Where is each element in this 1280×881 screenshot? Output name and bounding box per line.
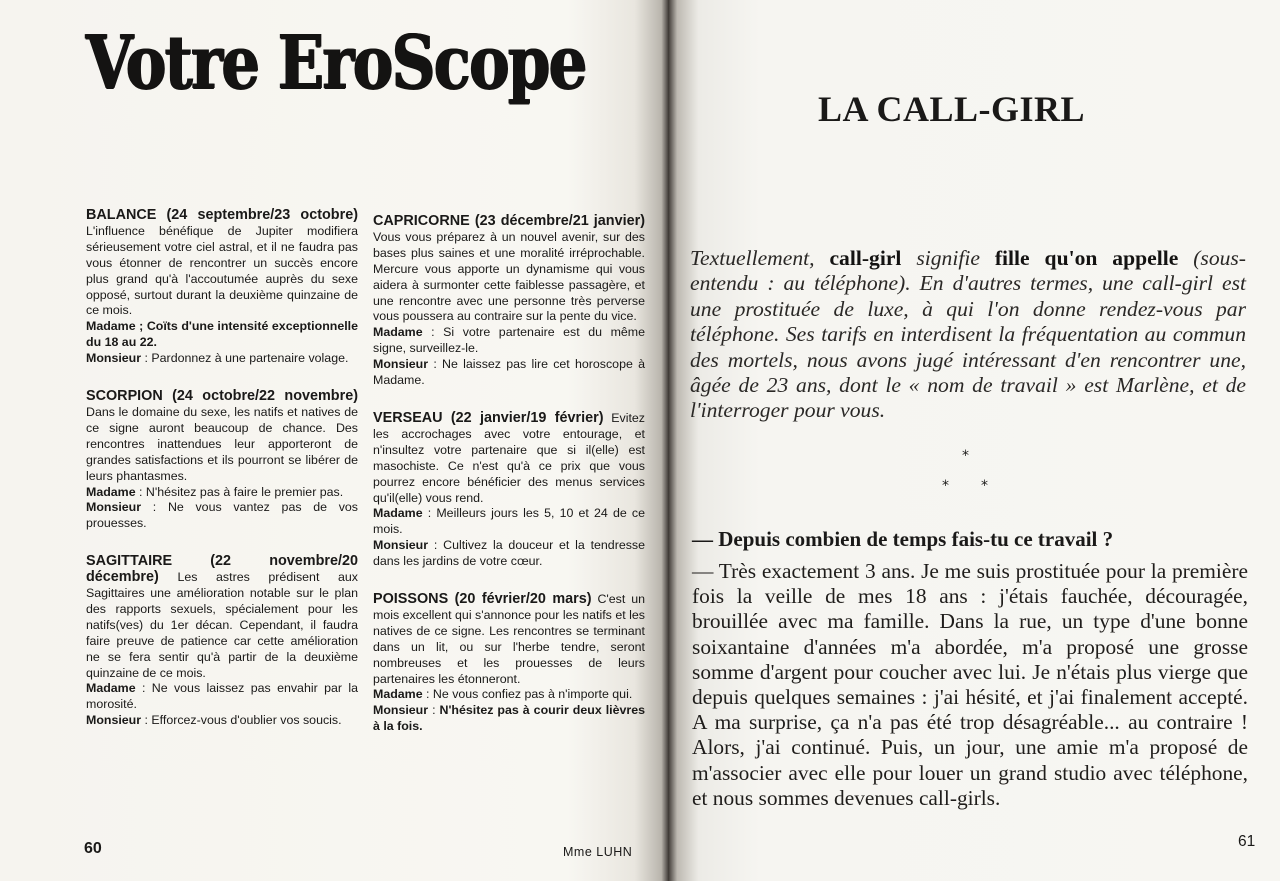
madame-advice: N'hésitez pas à faire le premier pas. xyxy=(145,484,344,499)
monsieur-advice: N'hésitez pas à courir deux lièvres à la fois. xyxy=(373,703,645,734)
madame-label: Madame xyxy=(373,687,423,702)
sign-text: Les astres prédisent aux Sagittaires une amélioration notable sur le plan des rapports sexuels, spécialement pour les natifs(ves) du 1er décan. Cependant, il faudra faire preuve de patience car cette amélioration ne se fera sentir qu'à partir de la deuxième quinzaine de ce mois. xyxy=(86,570,358,680)
monsieur-label: Monsieur xyxy=(373,357,429,372)
madame-advice: Si votre partenaire est du même signe, surveillez-le. xyxy=(373,325,645,356)
sign-heading: POISSONS (20 février/20 mars) xyxy=(373,591,592,608)
interview-question: — Depuis combien de temps fais-tu ce travail ? xyxy=(692,527,1114,551)
madame-advice: Coïts d'une intensité exceptionnelle du 18 au 22. xyxy=(86,319,358,350)
sign-heading: BALANCE (24 septembre/23 octobre) xyxy=(86,207,358,223)
chapter-title: LA CALL-GIRL xyxy=(818,89,1086,129)
column-left xyxy=(86,208,358,751)
monsieur-advice: Ne laissez pas lire cet horoscope à Madame. xyxy=(373,357,645,388)
sign-text: Vous vous préparez à un nouvel avenir, sur des bases plus saines et une moralité irréprochable. Mercure vous apporte un dynamisme qui vous aidera à surmonter cette faiblesse passagère, et une rencontre avec une personne très perverse vous poussera au contraire sur la pente du vice. xyxy=(373,229,645,324)
separator-star: * xyxy=(981,478,988,494)
sign-entry-balance: BALANCE (24 septembre/23 octobre) L'influence bénéfique de Jupiter modifiera sérieusement votre ciel astral, et il ne faudra pas vous étonner de rencontrer un succès encore plus grand qu'à l'accoutumée auprès du sexe opposé, surtout durant la deuxième quinzaine de ce mois. Madame ; Coïts d'une intensité exceptionnelle du 18 au 22. Monsieur : Pardonnez à une partenaire volage. xyxy=(86,207,358,366)
sign-heading: CAPRICORNE (23 décembre/21 janvier) xyxy=(373,213,645,229)
intro-text: (sous-entendu : au téléphone). En d'autres termes, une call-girl est une prostituée de luxe, à qui l'on donne rendez-vous par téléphone. Ses tarifs en interdisent la fréquentation au commun des mortels, nous avons jugé intéressant d'en rencontrer une, âgée de 23 ans, dont le « nom de travail » est Marlène, et de l'interroger pour vous. xyxy=(690,246,1247,423)
interview-answer: — Très exactement 3 ans. Je me suis prostituée pour la première fois la veille de mes 18 ans : j'étais fauchée, découragée, brouillée avec ma famille. Dans la rue, un type d'une bonne soixantaine d'années m'a abordée, m'a proposé une grosse somme d'argent pour coucher avec lui. Je n'étais plus vierge que depuis quelques semaines : j'ai hésité, et j'ai finalement accepté. A ma surprise, ça n'a pas été trop désagréable... au contraire ! Alors, j'ai continué. Puis, un jour, une amie m'a proposé de m'associer avec elle pour louer un grand studio avec téléphone, et nous sommes devenues call-girls. xyxy=(692,559,1248,810)
monsieur-label: Monsieur xyxy=(373,703,429,718)
monsieur-advice: Cultivez la douceur et la tendresse dans les jardins de votre cœur. xyxy=(373,538,645,569)
sign-text: Evitez les accrochages avec votre entourage, et n'insultez votre partenaire que si il(elle) est masochiste. Ce n'est qu'à ce prix que vous pourrez encore bénéficier des menus services qu'il(elle) vous rend. xyxy=(373,410,646,505)
sign-text: L'influence bénéfique de Jupiter modifiera sérieusement votre ciel astral, et il ne faudra pas vous étonner de rencontrer un succès encore plus grand qu'à l'accoutumée auprès du sexe opposé, surtout durant la deuxième quinzaine de ce mois. xyxy=(86,223,358,318)
monsieur-label: Monsieur xyxy=(86,713,142,728)
madame-label: Madame xyxy=(86,484,136,499)
monsieur-label: Monsieur xyxy=(86,500,142,515)
monsieur-advice: Ne vous vantez pas de vos prouesses. xyxy=(86,500,359,531)
madame-advice: Meilleurs jours les 5, 10 et 24 de ce mois. xyxy=(373,506,645,537)
madame-label: Madame xyxy=(373,506,423,521)
monsieur-label: Monsieur xyxy=(86,351,142,366)
madame-advice: Ne vous confiez pas à n'importe qui. xyxy=(432,687,633,702)
sign-text: Dans le domaine du sexe, les natifs et natives de ce signe auront beaucoup de chance. Des rencontres inattendues leur apporteront de grandes satisfactions et ils pourront se libérer de leurs phantasmes. xyxy=(86,404,358,483)
intro-bold-term: call-girl xyxy=(829,246,902,270)
intro-text: signifie xyxy=(901,246,995,270)
separator-star: * xyxy=(942,478,949,494)
monsieur-advice: Efforcez-vous d'oublier vos soucis. xyxy=(151,713,342,728)
separator-star: * xyxy=(962,448,969,464)
monsieur-label: Monsieur xyxy=(373,538,429,553)
sign-entry-capricorne: CAPRICORNE (23 décembre/21 janvier) Vous vous préparez à un nouvel avenir, sur des bases plus saines et une moralité irréprochable. Mercure vous apporte un dynamisme qui vous aidera à surmonter cette faiblesse passagère, et une rencontre avec une personne très perverse vous poussera au contraire sur la pente du vice. Madame : Si votre partenaire est du même signe, surveillez-le. Monsieur : Ne laissez pas lire cet horoscope à Madame. xyxy=(373,213,645,388)
sign-heading: SAGITTAIRE (22 novembre/20 décembre) xyxy=(86,553,358,586)
madame-label: Madame xyxy=(86,319,136,334)
sign-entry-scorpion: SCORPION (24 octobre/22 novembre) Dans le domaine du sexe, les natifs et natives de ce signe auront beaucoup de chance. Des rencontres inattendues leur apporteront de grandes satisfactions et ils pourront se libérer de leurs phantasmes. Madame : N'hésitez pas à faire le premier pas. Monsieur : Ne vous vantez pas de vos prouesses. xyxy=(86,388,359,531)
author-signature: Mme LUHN xyxy=(563,845,633,859)
sign-heading: VERSEAU (22 janvier/19 février) xyxy=(373,409,604,426)
page-number-right: 61 xyxy=(1238,833,1256,850)
sign-text: C'est un mois excellent qui s'annonce pour les natifs et les natives de ce signe. Les rencontres se terminant dans un lit, ou sur l'herbe tendre, seront nombreuses et les prouesses de leurs partenaires les étonneront. xyxy=(373,592,645,686)
madame-label: Madame xyxy=(86,681,136,696)
intro-bold-meaning: fille qu'on appelle xyxy=(994,246,1179,270)
sign-entry-verseau: VERSEAU (22 janvier/19 février) Evitez les accrochages avec votre entourage, et n'insultez votre partenaire que si il(elle) est masochiste. Ce n'est qu'à ce prix que vous pourrez encore bénéficier des menus services qu'il(elle) vous rend. Madame : Meilleurs jours les 5, 10 et 24 de ce mois. Monsieur : Cultivez la douceur et la tendresse dans les jardins de votre cœur. xyxy=(373,409,646,569)
sign-heading: SCORPION (24 octobre/22 novembre) xyxy=(86,388,358,405)
page-number-left: 60 xyxy=(84,840,102,857)
madame-label: Madame xyxy=(373,325,423,340)
sign-entry-sagittaire: SAGITTAIRE (22 novembre/20 décembre) Les astres prédisent aux Sagittaires une amélioration notable sur le plan des rapports sexuels, spécialement pour les natifs(ves) du 1er décan. Cependant, il faudra faire preuve de patience car cette amélioration ne se fera sentir qu'à partir de la deuxième quinzaine de ce mois. Madame : Ne vous laissez pas envahir par la morosité. Monsieur : Efforcez-vous d'oublier vos soucis. xyxy=(86,553,358,728)
sign-entry-poissons: POISSONS (20 février/20 mars) C'est un mois excellent qui s'annonce pour les natifs et les natives de ce signe. Les rencontres se terminant dans un lit, ou sur l'herbe tendre, seront nombreuses et les prouesses de leurs partenaires les étonneront. Madame : Ne vous confiez pas à n'importe qui. Monsieur : N'hésitez pas à courir deux lièvres à la fois. xyxy=(373,591,645,734)
horoscope-title: Votre EroScope xyxy=(86,20,586,106)
madame-advice: Ne vous laissez pas envahir par la morosité. xyxy=(86,681,358,712)
intro-text: Textuellement, xyxy=(690,246,830,270)
monsieur-advice: Pardonnez à une partenaire volage. xyxy=(151,351,349,366)
column-right xyxy=(373,214,645,757)
intro-paragraph xyxy=(690,246,1246,424)
